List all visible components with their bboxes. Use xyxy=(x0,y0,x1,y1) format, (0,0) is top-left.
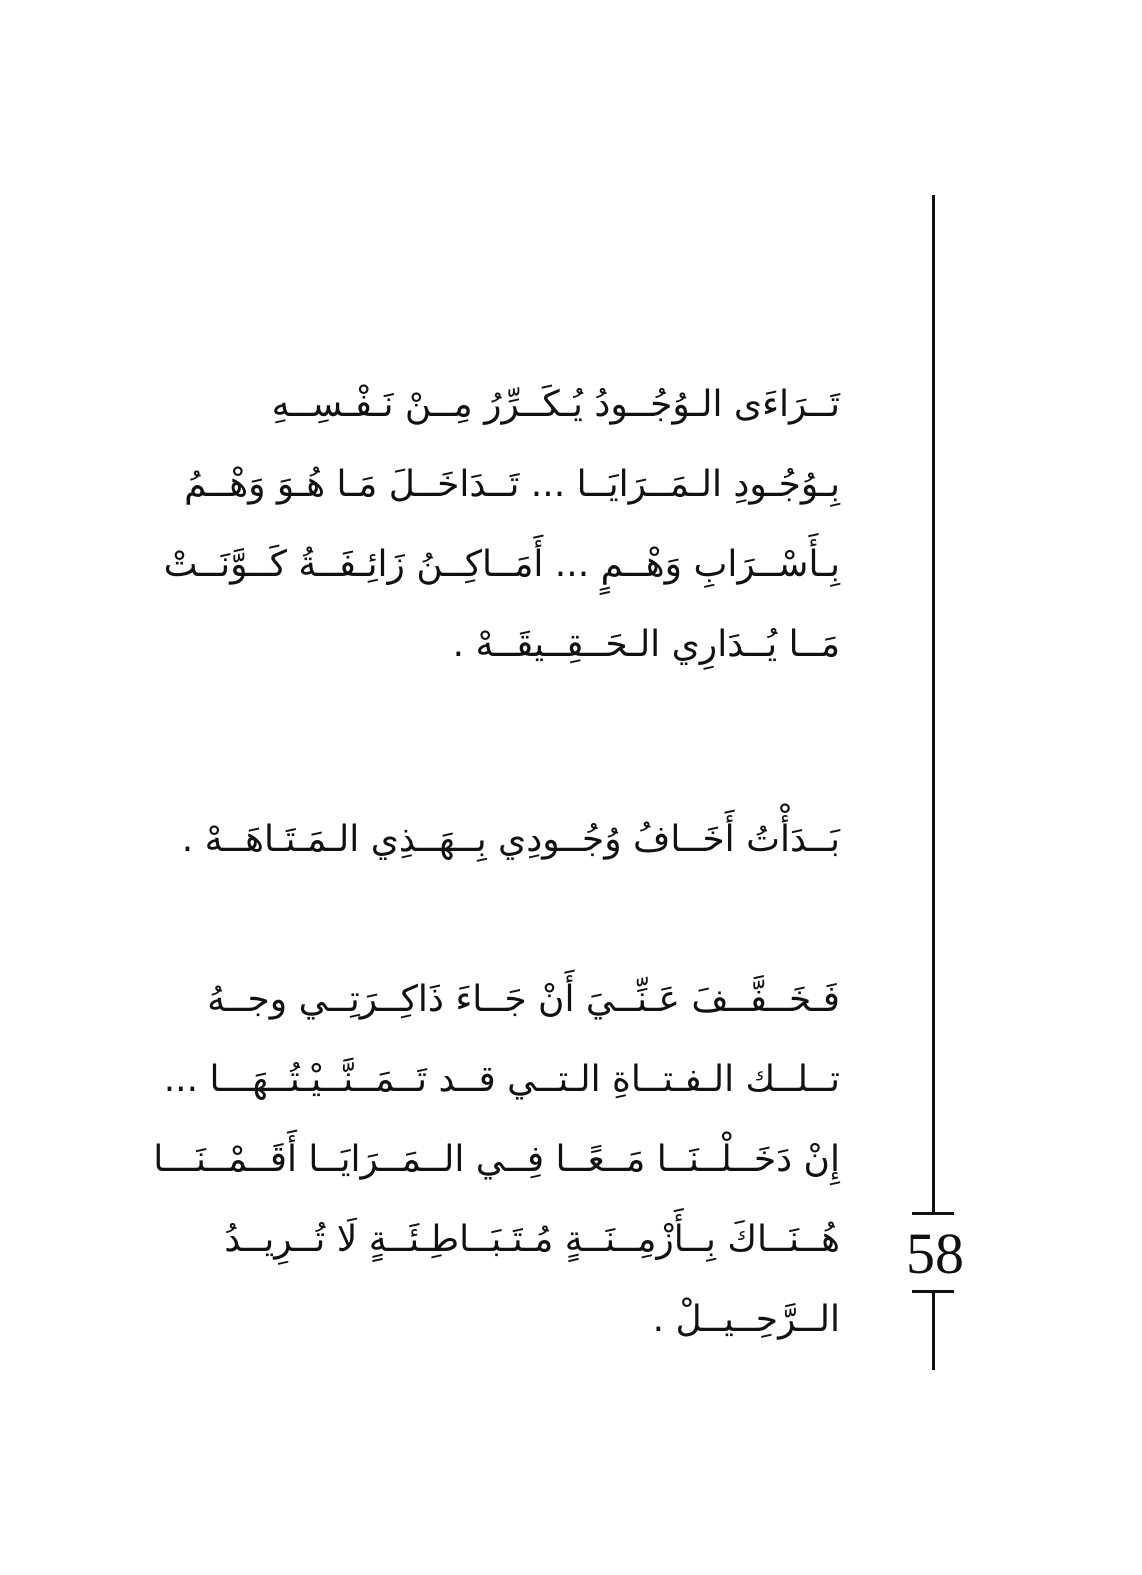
text-line: تــلــك الـفـتــاةِ الـتــي قــد تَــمَــنَّــيْـتُــهَـــا ... xyxy=(163,1059,840,1100)
page-number-tick-top xyxy=(912,1212,954,1215)
text-line: تَــرَاءَى الـوُجُــودُ يُـكَــرِّرُ مِــنْ نَـفْـسِــهِ xyxy=(271,384,840,425)
text-line: بَــدَأْتُ أَخَــافُ وُجُــودِي بِــهَــذِي الـمَـتَـاهَــهْ . xyxy=(181,819,840,860)
text-line: إِنْ دَخَــلْــنَــا مَــعًــا فِــي الــمَــرَايَــا أَقَــمْــنَـــا xyxy=(153,1139,840,1180)
text-line: فَـخَــفَّــفَ عَـنِّــيَ أَنْ جَــاءَ ذَاكِــرَتِــي وجــهُ xyxy=(207,979,840,1020)
page-number: 58 xyxy=(906,1221,964,1286)
text-line: مَــا يُــدَارِي الـحَــقِــيقَــهْ . xyxy=(452,624,840,665)
paragraph-1 xyxy=(150,365,840,685)
margin-rule-bottom xyxy=(932,1290,935,1370)
text-line: بِـوُجُـودِ الـمَــرَايَــا ... تَــدَاخَــلَ مَـا هُـوَ وَهْــمُ xyxy=(184,464,840,505)
text-line: الــرَّحِــيــلْ . xyxy=(652,1299,840,1340)
paragraph-2 xyxy=(150,800,840,880)
margin-rule-top xyxy=(932,195,935,1213)
text-line: هُــنَــاكَ بِــأَزْمِــنَــةٍ مُـتَـبَــاطِـئَــةٍ لَا تُــرِيــدُ xyxy=(224,1219,840,1260)
text-line: بِـأَسْــرَابِ وَهْــمٍ ... أَمَــاكِــنُ زَائِـفَــةُ كَــوَّنَــتْ xyxy=(163,544,840,585)
paragraph-3 xyxy=(150,960,840,1360)
